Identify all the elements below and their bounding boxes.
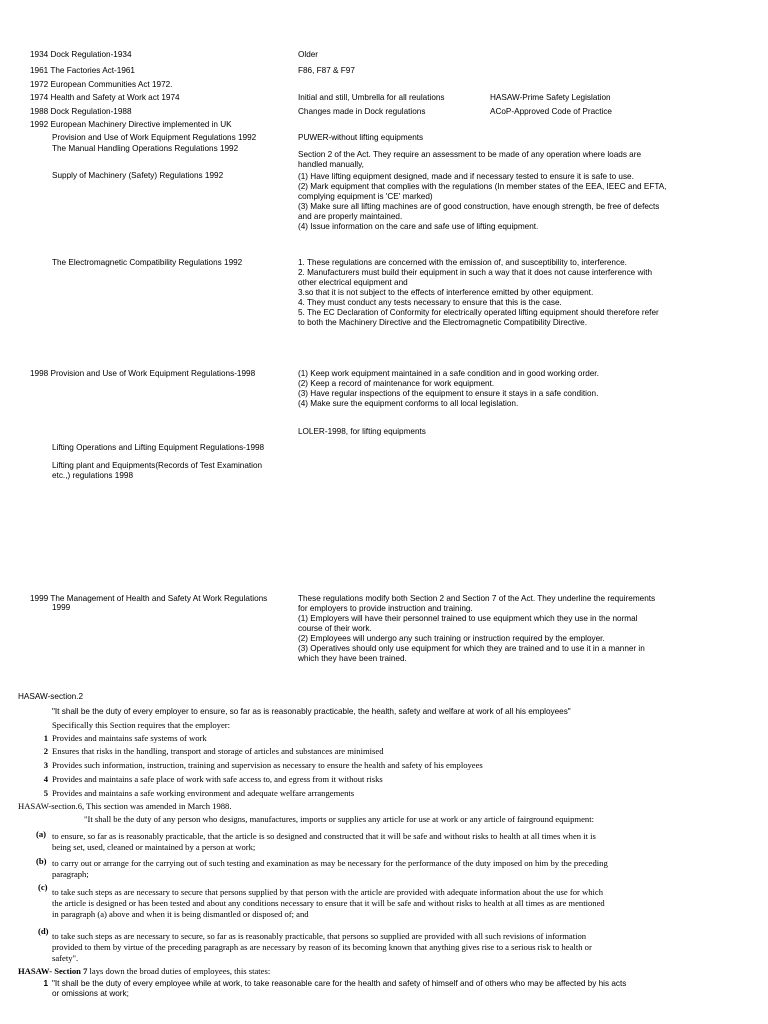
- timeline-acronym: ACoP-Approved Code of Practice: [490, 107, 612, 116]
- clause-line: safety".: [52, 953, 79, 963]
- description-line: (2) Employees will undergo any such training or instruction required by the employer.: [298, 634, 605, 643]
- description-line: (1) Keep work equipment maintained in a safe condition and in good working order.: [298, 369, 599, 378]
- description-line: 4. They must conduct any tests necessary to ensure that this is the case.: [298, 298, 562, 307]
- list-number: 1: [43, 979, 48, 988]
- description-line: These regulations modify both Section 2 and Section 7 of the Act. They underline the requirements: [298, 594, 656, 603]
- description-line: (1) Employers will have their personnel trained to use equipment which they use in the normal: [298, 614, 638, 623]
- timeline-entry: Supply of Machinery (Safety) Regulations 1992: [52, 171, 224, 180]
- section-heading: HASAW-section.6, This section was amended in March 1988.: [18, 801, 232, 811]
- list-item: Ensures that risks in the handling, transport and storage of articles and substances are minimised: [52, 746, 384, 756]
- section-heading: [18, 966, 270, 976]
- timeline-entry: 1988 Dock Regulation-1988: [30, 107, 132, 116]
- clause-line: being set, used, cleaned or maintained by a person at work;: [52, 842, 256, 852]
- list-item: Provides such information, instruction, training and supervision as necessary to ensure the health and safety of his employees: [52, 760, 483, 770]
- timeline-entry: Lifting plant and Equipments(Records of Test Examination: [52, 461, 263, 470]
- description-line: complying equipment is 'CE' marked): [298, 192, 433, 201]
- timeline-note: Older: [298, 50, 319, 59]
- description-line: 3.so that it is not subject to the effects of interference emitted by other equipment.: [298, 288, 594, 297]
- description-line: 1. These regulations are concerned with the emission of, and susceptibility to, interference.: [298, 258, 627, 267]
- description-line: for employers to provide instruction and training.: [298, 604, 473, 613]
- clause-letter: (b): [36, 856, 47, 866]
- timeline-entry: etc.,) regulations 1998: [52, 471, 134, 480]
- clause-line: to take such steps as are necessary to secure that persons supplied by that person with the article are provided with adequate information about the use for which: [52, 887, 604, 897]
- description-line: and are properly maintained.: [298, 212, 403, 221]
- list-number: 5: [43, 788, 48, 798]
- timeline-entry: 1992 European Machinery Directive implemented in UK: [30, 120, 232, 129]
- section-quote: "It shall be the duty of every employer to ensure, so far as is reasonably practicable, the health, safety and welfare at work of all his employees": [52, 707, 571, 716]
- description-line: 5. The EC Declaration of Conformity for electrically operated lifting equipment should therefore refer: [298, 308, 659, 317]
- description-line: (2) Keep a record of maintenance for work equipment.: [298, 379, 495, 388]
- description-line: (4) Issue information on the care and safe use of lifting equipment.: [298, 222, 539, 231]
- list-item: Provides and maintains a safe working environment and adequate welfare arrangements: [52, 788, 355, 798]
- timeline-entry: The Manual Handling Operations Regulations 1992: [52, 144, 239, 153]
- section-heading-bold: HASAW- Section 7: [18, 966, 88, 976]
- section-heading: HASAW-section.2: [18, 692, 84, 701]
- description-line: (2) Mark equipment that complies with the regulations (In member states of the EEA, IEEC and EFTA,: [298, 182, 667, 191]
- description-line: (3) Have regular inspections of the equipment to ensure it stays in a safe condition.: [298, 389, 599, 398]
- timeline-entry: 1999: [52, 603, 71, 612]
- description-line: which they have been trained.: [298, 654, 407, 663]
- list-item: Provides and maintains a safe place of work with safe access to, and egress from it without risks: [52, 774, 383, 784]
- clause-letter: (d): [38, 926, 49, 936]
- timeline-note: PUWER-without lifting equipments: [298, 133, 424, 142]
- section-intro: Specifically this Section requires that the employer:: [52, 720, 231, 730]
- description-line: 2. Manufacturers must build their equipment in such a way that it does not cause interference with: [298, 268, 653, 277]
- list-item-line: or omissions at work;: [52, 989, 129, 998]
- clause-line: in paragraph (a) above and when it is being dismantled or disposed of; and: [52, 909, 309, 919]
- description-line: (4) Make sure the equipment conforms to all local legislation.: [298, 399, 519, 408]
- list-number: 4: [43, 774, 48, 784]
- clause-line: to carry out or arrange for the carrying out of such testing and examination as may be necessary for the performance of the duty imposed on him by the preceding: [52, 858, 608, 868]
- timeline-note: LOLER-1998, for lifting equipments: [298, 427, 426, 436]
- list-number: 3: [43, 760, 48, 770]
- timeline-note: F86, F87 & F97: [298, 66, 355, 75]
- timeline-entry: 1974 Health and Safety at Work act 1974: [30, 93, 180, 102]
- description-line: to both the Machinery Directive and the Electromagnetic Compatibility Directive.: [298, 318, 587, 327]
- description-line: handled manually,: [298, 160, 364, 169]
- clause-line: to take such steps as are necessary to secure, so far as is reasonably practicable, that persons so supplied are provided with all such revisions of information: [52, 931, 587, 941]
- section-heading-rest: lays down the broad duties of employees, this states:: [87, 966, 271, 976]
- description-line: Section 2 of the Act. They require an assessment to be made of any operation where loads are: [298, 150, 642, 159]
- description-line: course of their work.: [298, 624, 372, 633]
- timeline-entry: 1998 Provision and Use of Work Equipment Regulations-1998: [30, 369, 256, 378]
- clause-letter: (a): [36, 829, 47, 839]
- list-item-line: "It shall be the duty of every employee while at work, to take reasonable care for the health and safety of himself and of others who may be affected by his acts: [52, 979, 627, 988]
- timeline-entry: 1972 European Communities Act 1972.: [30, 80, 173, 89]
- timeline-entry: Provision and Use of Work Equipment Regulations 1992: [52, 133, 257, 142]
- timeline-entry: The Electromagnetic Compatibility Regulations 1992: [52, 258, 243, 267]
- timeline-entry: 1999 The Management of Health and Safety At Work Regulations: [30, 594, 268, 603]
- clause-line: to ensure, so far as is reasonably practicable, that the article is so designed and constructed that it will be safe and without risks to health at all times when it is: [52, 831, 596, 841]
- clause-line: provided to them by virtue of the preceding paragraph as are necessary by reason of its becoming known that anything gives rise to a serious risk to health or: [52, 942, 592, 952]
- clause-letter: (c): [38, 882, 48, 892]
- timeline-entry: 1934 Dock Regulation-1934: [30, 50, 132, 59]
- list-number: 1: [43, 733, 48, 743]
- list-number: 2: [43, 746, 48, 756]
- timeline-note: Changes made in Dock regulations: [298, 107, 426, 116]
- timeline-note: Initial and still, Umbrella for all reulations: [298, 93, 445, 102]
- timeline-entry: 1961 The Factories Act-1961: [30, 66, 135, 75]
- section-quote: "It shall be the duty of any person who designs, manufactures, imports or supplies any article for use at work or any article of fairground equipment:: [84, 814, 595, 824]
- description-line: (1) Have lifting equipment designed, made and if necessary tested to ensure it is safe to use.: [298, 172, 634, 181]
- timeline-entry: Lifting Operations and Lifting Equipment Regulations-1998: [52, 443, 265, 452]
- timeline-acronym: HASAW-Prime Safety Legislation: [490, 93, 611, 102]
- description-line: (3) Make sure all lifting machines are of good construction, have enough strength, be free of defects: [298, 202, 660, 211]
- description-line: other electrical equipment and: [298, 278, 408, 287]
- clause-line: the article is designed or has been tested and about any conditions necessary to ensure that it will be safe and without risks to health at all times as are mentioned: [52, 898, 605, 908]
- description-line: (3) Operatives should only use equipment for which they are trained and to use it in a manner in: [298, 644, 645, 653]
- list-item: Provides and maintains safe systems of work: [52, 733, 207, 743]
- clause-line: paragraph;: [52, 869, 89, 879]
